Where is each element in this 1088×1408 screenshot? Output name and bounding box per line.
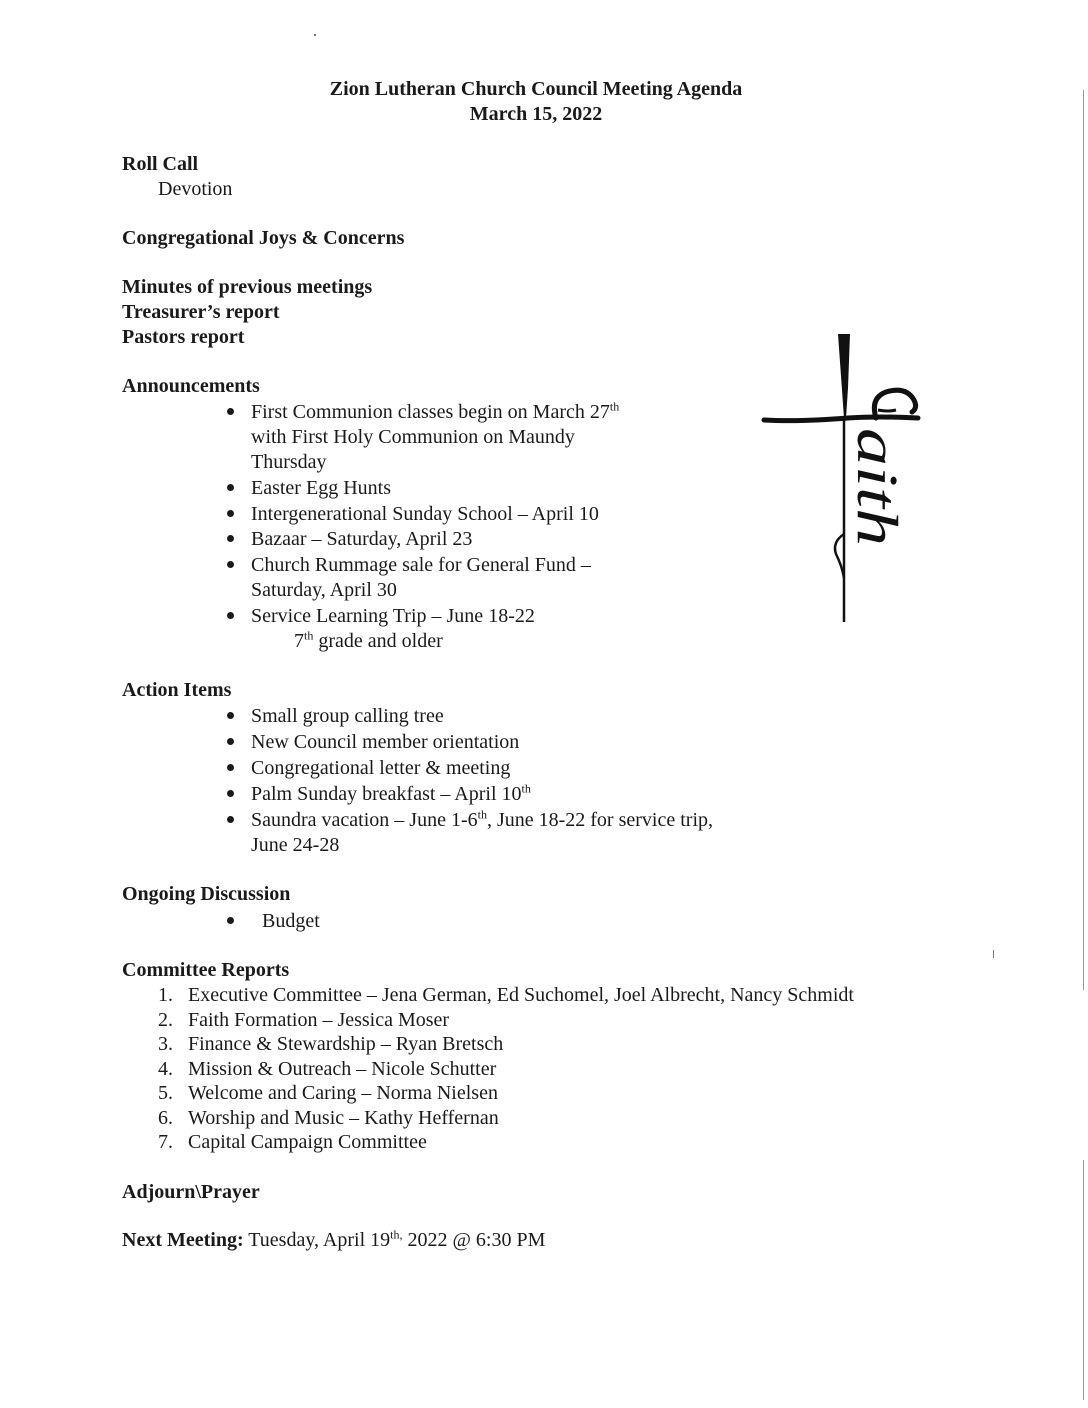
roll-call-heading: Roll Call — [122, 153, 199, 175]
action-item: New Council member orientation — [251, 731, 520, 753]
announcement-item: Service Learning Trip – June 18-22 — [251, 605, 535, 627]
announcements-heading: Announcements — [122, 375, 260, 397]
ongoing-discussion-heading: Ongoing Discussion — [122, 883, 291, 905]
bullet — [227, 612, 234, 619]
committee-number: 1. — [158, 984, 173, 1006]
faith-cross-logo-icon — [758, 328, 928, 628]
action-item: Saundra vacation – June 1-6th, June 18-22 for service trip, — [251, 807, 713, 831]
committee-item: Welcome and Caring – Norma Nielsen — [188, 1082, 498, 1104]
bullet — [227, 484, 234, 491]
committee-item: Mission & Outreach – Nicole Schutter — [188, 1058, 497, 1080]
action-item: Palm Sunday breakfast – April 10th — [251, 781, 531, 805]
meeting-date: March 15, 2022 — [469, 103, 603, 125]
action-item-continued: June 24-28 — [251, 834, 340, 856]
committee-number: 2. — [158, 1009, 173, 1031]
committee-number: 5. — [158, 1082, 173, 1104]
action-items-heading: Action Items — [122, 679, 232, 701]
bullet — [227, 738, 234, 745]
committee-number: 3. — [158, 1033, 173, 1055]
bullet — [227, 535, 234, 542]
committee-number: 7. — [158, 1131, 173, 1153]
svg-text:aith: aith — [845, 428, 910, 519]
committee-item: Capital Campaign Committee — [188, 1131, 427, 1153]
committee-item: Executive Committee – Jena German, Ed Suchomel, Joel Albrecht, Nancy Schmidt — [188, 984, 854, 1006]
pastors-report-heading: Pastors report — [122, 326, 245, 348]
committee-item: Finance & Stewardship – Ryan Bretsch — [188, 1033, 504, 1055]
scan-edge-line — [1083, 1160, 1084, 1400]
treasurer-report-heading: Treasurer’s report — [122, 301, 280, 323]
action-item: Congregational letter & meeting — [251, 757, 511, 779]
scan-edge-line — [1083, 90, 1084, 990]
bullet — [227, 764, 234, 771]
page-title: Zion Lutheran Church Council Meeting Agenda — [329, 78, 743, 100]
bullet — [227, 712, 234, 719]
announcement-item: Easter Egg Hunts — [251, 477, 391, 499]
bullet — [227, 561, 234, 568]
committee-reports-heading: Committee Reports — [122, 959, 290, 981]
announcement-sub-line: 7th grade and older — [294, 628, 443, 652]
next-meeting: Next Meeting: Tuesday, April $19^{th,}$ 2022 @ 6:30 PM — [122, 1227, 546, 1251]
ongoing-item: Budget — [262, 910, 320, 932]
scan-speck — [993, 950, 994, 958]
committee-number: 4. — [158, 1058, 173, 1080]
bullet — [227, 790, 234, 797]
announcement-item-continued: Thursday — [251, 451, 327, 473]
committee-item: Faith Formation – Jessica Moser — [188, 1009, 450, 1031]
scan-speck — [314, 34, 316, 36]
announcement-item-continued: Saturday, April 30 — [251, 579, 397, 601]
committee-item: Worship and Music – Kathy Heffernan — [188, 1107, 499, 1129]
adjourn-heading: Adjourn\Prayer — [122, 1181, 260, 1203]
action-item: Small group calling tree — [251, 705, 444, 727]
announcement-item-continued: with First Holy Communion on Maundy — [251, 426, 575, 448]
minutes-heading: Minutes of previous meetings — [122, 276, 373, 298]
announcement-item: Church Rummage sale for General Fund – — [251, 554, 591, 576]
joys-concerns-heading: Congregational Joys & Concerns — [122, 227, 405, 249]
announcement-item: Intergenerational Sunday School – April 10 — [251, 503, 599, 525]
committee-number: 6. — [158, 1107, 173, 1129]
bullet — [227, 917, 234, 924]
announcement-item: First Communion classes begin on March 27th — [251, 399, 620, 423]
bullet — [227, 408, 234, 415]
devotion-item: Devotion — [158, 178, 233, 200]
announcement-item: Bazaar – Saturday, April 23 — [251, 528, 473, 550]
bullet — [227, 816, 234, 823]
bullet — [227, 510, 234, 517]
